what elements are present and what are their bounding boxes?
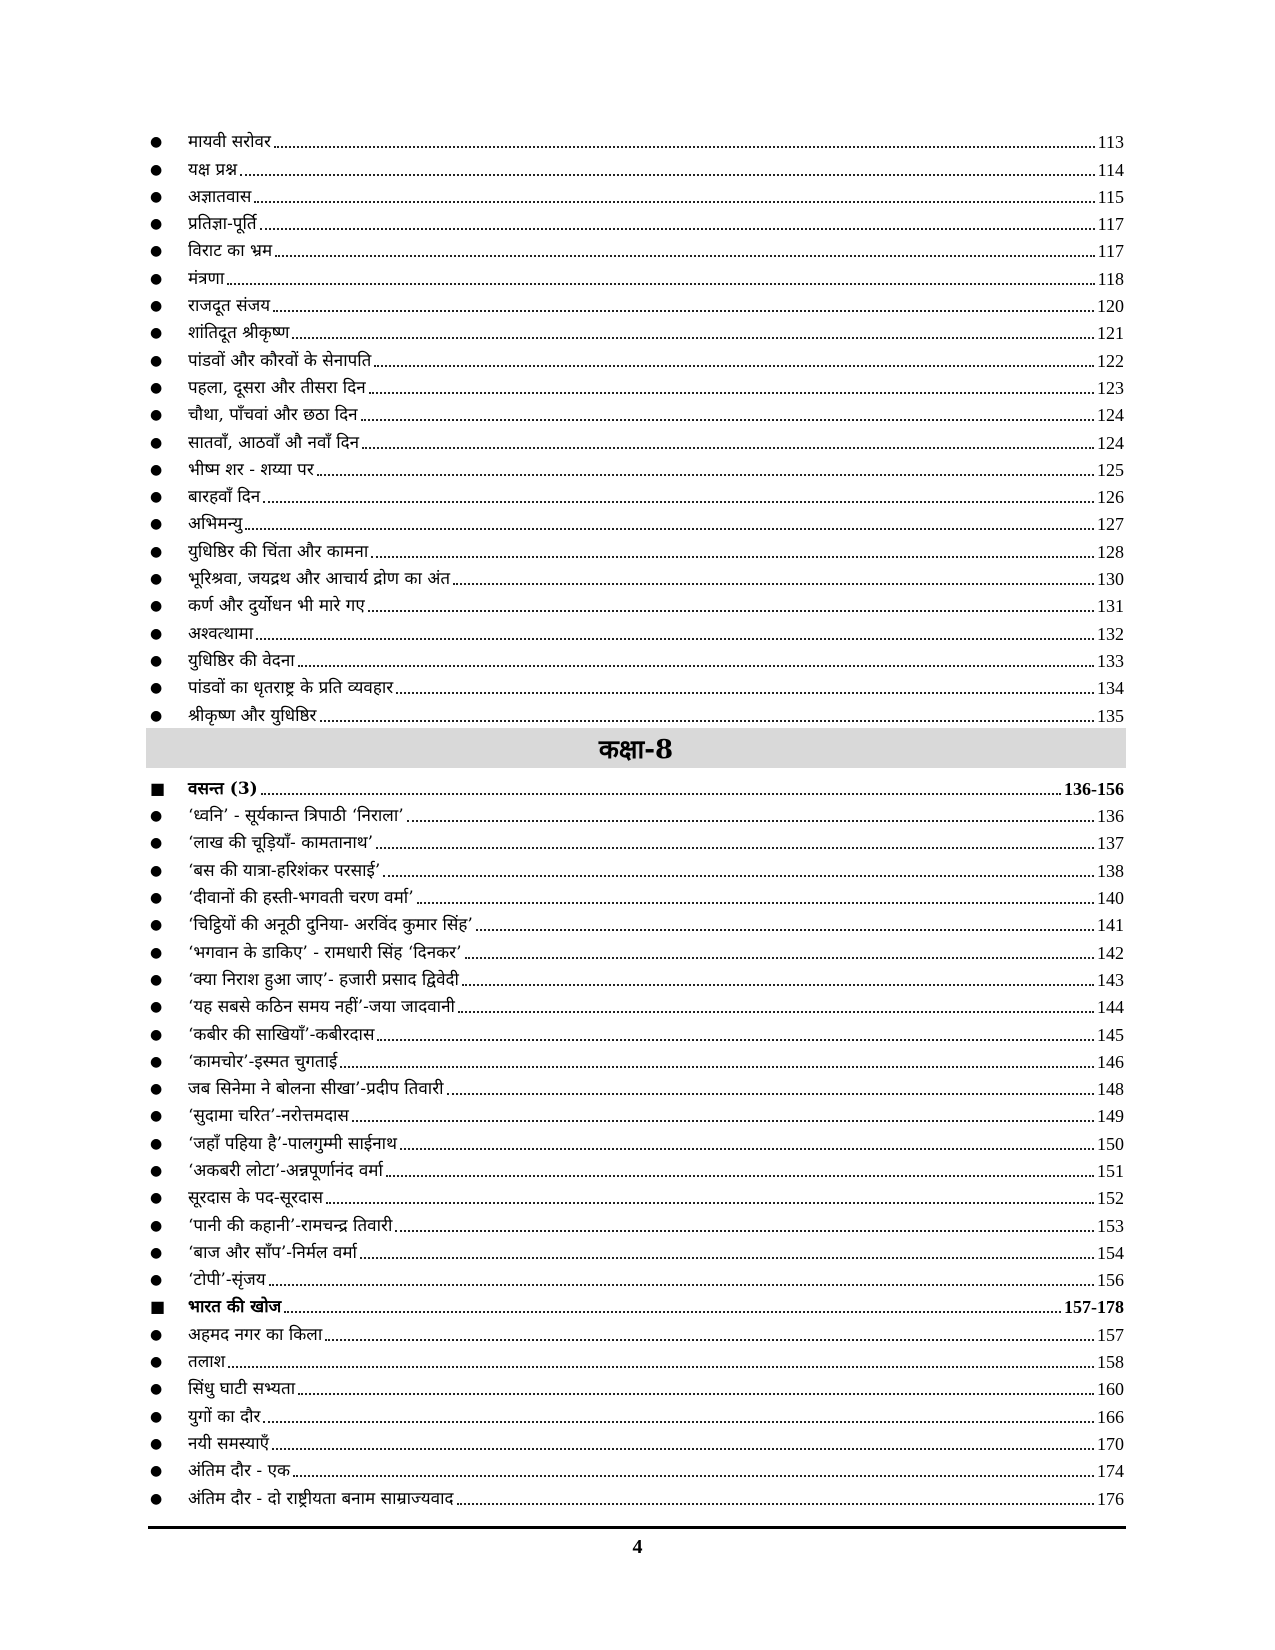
bullet-icon: ● [150,161,163,178]
square-bullet-icon: ■ [150,778,166,798]
bullet-icon: ● [150,999,163,1016]
entry-title: युधिष्ठिर की वेदना [188,650,295,671]
dot-leader [462,984,1094,986]
toc-entry [148,1126,1124,1153]
entry-page: 126 [1097,487,1124,508]
square-bullet-icon: ■ [150,1297,166,1317]
bullet-icon: ● [150,707,163,724]
entry-title: भूरिश्रवा, जयद्रथ और आचार्य द्रोण का अंत [188,569,451,590]
entry-title: ‘सुदामा चरित’-नरोत्तमदास [188,1106,349,1127]
dot-leader [256,638,1094,640]
bullet-icon: ● [150,808,163,825]
entry-page: 149 [1097,1106,1124,1127]
entry-title: ‘भगवान के डाकिए’ - रामधारी सिंह ‘दिनकर’ [188,942,462,963]
toc-list-section2 [148,1317,1124,1508]
toc-entry [148,289,1124,316]
entry-title: प्रतिज्ञा-पूर्ति [188,214,257,235]
entry-title: ‘क्या निराश हुआ जाए’- हजारी प्रसाद द्विवेदी [188,969,459,990]
bullet-icon: ● [150,862,163,879]
toc-entry [148,935,1124,962]
entry-page: 152 [1097,1188,1124,1209]
entry-page: 133 [1097,650,1124,671]
entry-page: 170 [1097,1433,1124,1454]
toc-entry [148,853,1124,880]
bullet-icon: ● [150,680,163,697]
bullet-icon: ● [150,835,163,852]
dot-leader [298,665,1094,667]
entry-title: ‘लाख की चूड़ियाँ- कामतानाथ’ [188,833,374,854]
entry-page: 131 [1097,596,1124,617]
toc-entry [148,534,1124,561]
entry-title: बारहवाँ दिन [188,487,261,508]
entry-title: जब सिनेमा ने बोलना सीखा’-प्रदीप तिवारी [188,1079,444,1100]
toc-entry [148,316,1124,343]
entry-title: सूरदास के पद-सूरदास [188,1188,324,1209]
section-title: वसन्त (3) [188,778,258,799]
bullet-icon: ● [150,1408,163,1425]
dot-leader [245,528,1094,530]
dot-leader [386,1175,1094,1177]
entry-title: ‘दीवानों की हस्ती-भगवती चरण वर्मा’ [188,888,414,909]
dot-leader [361,419,1094,421]
entry-title: अज्ञातवास [188,186,252,207]
dot-leader [275,255,1094,257]
bullet-icon: ● [150,134,163,151]
table-of-contents [148,125,1124,1509]
entry-title: सातवाँ, आठवाँ औ नवाँ दिन [188,432,360,453]
entry-page: 113 [1097,132,1124,153]
entry-page: 132 [1097,623,1124,644]
dot-leader [340,1066,1094,1068]
entry-page: 160 [1097,1379,1124,1400]
toc-entry [148,234,1124,261]
entry-page: 125 [1097,459,1124,480]
entry-page: 176 [1097,1488,1124,1509]
entry-page: 138 [1097,860,1124,881]
bullet-icon: ● [150,352,163,369]
dot-leader [400,1148,1094,1150]
bullet-icon: ● [150,971,163,988]
entry-page: 136 [1097,806,1124,827]
entry-page: 166 [1097,1406,1124,1427]
bullet-icon: ● [150,1108,163,1125]
entry-title: मंत्रणा [188,268,225,289]
dot-leader [227,283,1094,285]
entry-title: यक्ष प्रश्न [188,159,238,180]
dot-leader [263,1421,1094,1423]
entry-title: ‘पानी की कहानी’-रामचन्द्र तिवारी [188,1215,393,1236]
entry-page: 143 [1097,969,1124,990]
dot-leader [320,720,1095,722]
toc-entry [148,207,1124,234]
entry-page: 151 [1097,1160,1124,1181]
entry-title: अंतिम दौर - एक [188,1461,291,1482]
entry-title: ‘टोपी’-सृंजय [188,1270,266,1291]
toc-entry [148,1263,1124,1290]
entry-page: 117 [1097,241,1124,262]
toc-entry [148,480,1124,507]
toc-entry [148,1154,1124,1181]
toc-entry [148,1236,1124,1263]
dot-leader [273,310,1094,312]
toc-entry [148,1372,1124,1399]
bullet-icon: ● [150,571,163,588]
entry-page: 114 [1097,159,1124,180]
bullet-icon: ● [150,625,163,642]
entry-page: 124 [1097,432,1124,453]
bullet-icon: ● [150,917,163,934]
bullet-icon: ● [150,1244,163,1261]
entry-title: ‘कबीर की साखियाँ’-कबीरदास [188,1024,375,1045]
toc-entry [148,343,1124,370]
entry-page: 153 [1097,1215,1124,1236]
entry-title: ‘यह सबसे कठिन समय नहीं’-जया जादवानी [188,997,455,1018]
dot-leader [261,793,1061,795]
entry-page: 156 [1097,1270,1124,1291]
entry-title: ‘जहाँ पहिया है’-पालगुम्मी साईनाथ [188,1133,397,1154]
dot-leader [254,201,1094,203]
bullet-icon: ● [150,379,163,396]
toc-entry [148,644,1124,671]
entry-title: विराट का भ्रम [188,241,273,262]
bullet-icon: ● [150,543,163,560]
dot-leader [293,1475,1094,1477]
entry-title: अश्वत्थामा [188,623,254,644]
toc-entry [148,425,1124,452]
dot-leader [317,474,1094,476]
bullet-icon: ● [150,1381,163,1398]
dot-leader [383,875,1094,877]
entry-page: 134 [1097,678,1124,699]
dot-leader [374,365,1094,367]
toc-entry [148,453,1124,480]
toc-entry [148,562,1124,589]
bullet-icon: ● [150,188,163,205]
bullet-icon: ● [150,270,163,287]
entry-title: पांडवों और कौरवों के सेनापति [188,350,372,371]
bullet-icon: ● [150,1162,163,1179]
entry-title: पहला, दूसरा और तीसरा दिन [188,377,366,398]
entry-title: युधिष्ठिर की चिंता और कामना [188,541,369,562]
entry-title: अहमद नगर का किला [188,1324,323,1345]
entry-page: 120 [1097,296,1124,317]
bullet-icon: ● [150,652,163,669]
toc-entry [148,125,1124,152]
dot-leader [263,501,1094,503]
dot-leader [274,146,1095,148]
bullet-icon: ● [150,1354,163,1371]
dot-leader [417,902,1094,904]
dot-leader [292,337,1094,339]
entry-title: श्रीकृष्ण और युधिष्ठिर [188,705,317,726]
section-header [148,1290,1124,1317]
toc-list-section1 [148,799,1124,1290]
entry-page: 148 [1097,1079,1124,1100]
bullet-icon: ● [150,1272,163,1289]
toc-entry [148,1427,1124,1454]
toc-entry [148,1454,1124,1481]
toc-entry [148,671,1124,698]
dot-leader [228,1366,1094,1368]
toc-entry [148,963,1124,990]
entry-page: 141 [1097,915,1124,936]
entry-page: 157 [1097,1324,1124,1345]
entry-page: 154 [1097,1242,1124,1263]
entry-page: 122 [1097,350,1124,371]
bullet-icon: ● [150,598,163,615]
entry-title: तलाश [188,1352,226,1373]
dot-leader [457,1503,1094,1505]
toc-entry [148,616,1124,643]
dot-leader [298,1393,1094,1395]
dot-leader [362,447,1094,449]
toc-entry [148,799,1124,826]
bullet-icon: ● [150,1081,163,1098]
dot-leader [368,610,1094,612]
footer-rule [148,1526,1126,1529]
section-title: भारत की खोज [188,1297,282,1318]
class-heading: कक्षा-8 [598,734,674,765]
bullet-icon: ● [150,1026,163,1043]
entry-page: 127 [1097,514,1124,535]
entry-title: ‘अकबरी लोटा’-अन्नपूर्णानंद वर्मा [188,1160,383,1181]
dot-leader [396,692,1094,694]
bullet-icon: ● [150,461,163,478]
entry-page: 115 [1097,186,1124,207]
entry-title: ‘ध्वनि’ - सूर्यकान्त त्रिपाठी ‘निराला’ [188,806,404,827]
entry-page: 135 [1097,705,1124,726]
dot-leader [395,1230,1094,1232]
entry-title: चौथा, पाँचवां और छठा दिन [188,405,358,426]
dot-leader [269,1284,1094,1286]
entry-page: 128 [1097,541,1124,562]
dot-leader [465,957,1094,959]
entry-title: पांडवों का धृतराष्ट्र के प्रति व्यवहार [188,678,394,699]
section-page-range: 157-178 [1064,1297,1124,1318]
toc-entry [148,990,1124,1017]
entry-title: राजदूत संजय [188,296,271,317]
dot-leader [360,1257,1094,1259]
entry-page: 144 [1097,997,1124,1018]
toc-entry [148,398,1124,425]
dot-leader [407,820,1094,822]
entry-title: ‘कामचोर’-इस्मत चुगताई [188,1051,338,1072]
entry-page: 158 [1097,1352,1124,1373]
toc-entry [148,1317,1124,1344]
entry-page: 117 [1097,214,1124,235]
entry-page: 124 [1097,405,1124,426]
entry-page: 118 [1097,268,1124,289]
dot-leader [453,583,1094,585]
entry-page: 123 [1097,377,1124,398]
entry-title: अभिमन्यु [188,514,243,535]
dot-leader [458,1011,1094,1013]
bullet-icon: ● [150,1135,163,1152]
bullet-icon: ● [150,890,163,907]
dot-leader [377,1039,1094,1041]
bullet-icon: ● [150,1435,163,1452]
dot-leader [260,228,1095,230]
entry-page: 150 [1097,1133,1124,1154]
toc-entry [148,1399,1124,1426]
bullet-icon: ● [150,516,163,533]
bullet-icon: ● [150,1053,163,1070]
dot-leader [325,1339,1094,1341]
entry-title: युगों का दौर [188,1406,261,1427]
entry-title: अंतिम दौर - दो राष्ट्रीयता बनाम साम्राज्यवाद [188,1488,454,1509]
entry-title: कर्ण और दुर्योधन भी मारे गए [188,596,365,617]
dot-leader [369,392,1094,394]
bullet-icon: ● [150,944,163,961]
dot-leader [240,174,1095,176]
toc-entry [148,1072,1124,1099]
dot-leader [371,556,1094,558]
entry-page: 137 [1097,833,1124,854]
toc-entry [148,881,1124,908]
class-heading-band [146,728,1126,768]
toc-entry [148,908,1124,935]
dot-leader [272,1448,1094,1450]
toc-entry [148,1345,1124,1372]
dot-leader [352,1120,1094,1122]
toc-entry [148,1017,1124,1044]
toc-entry [148,371,1124,398]
page-number: 4 [632,1536,643,1558]
entry-title: भीष्म शर - शय्या पर [188,459,314,480]
toc-list-top [148,125,1124,726]
bullet-icon: ● [150,489,163,506]
bullet-icon: ● [150,325,163,342]
entry-page: 130 [1097,569,1124,590]
toc-entry [148,1099,1124,1126]
dot-leader [376,847,1094,849]
entry-title: ‘चिट्ठियों की अनूठी दुनिया- अरविंद कुमार सिंह’ [188,915,473,936]
dot-leader [284,1311,1061,1313]
entry-page: 145 [1097,1024,1124,1045]
entry-page: 121 [1097,323,1124,344]
toc-entry [148,826,1124,853]
dot-leader [447,1093,1094,1095]
entry-page: 174 [1097,1461,1124,1482]
bullet-icon: ● [150,298,163,315]
toc-entry [148,261,1124,288]
toc-entry [148,152,1124,179]
toc-entry [148,180,1124,207]
entry-title: सिंधु घाटी सभ्यता [188,1379,296,1400]
section-header [148,772,1124,799]
bullet-icon: ● [150,243,163,260]
entry-page: 140 [1097,888,1124,909]
entry-page: 142 [1097,942,1124,963]
toc-entry [148,1208,1124,1235]
toc-entry [148,1181,1124,1208]
toc-entry [148,1481,1124,1508]
toc-entry [148,698,1124,725]
section-page-range: 136-156 [1064,778,1124,799]
entry-title: ‘बस की यात्रा-हरिशंकर परसाई’ [188,860,381,881]
entry-title: शांतिदूत श्रीकृष्ण [188,323,290,344]
bullet-icon: ● [150,216,163,233]
entry-title: मायवी सरोवर [188,132,271,153]
entry-title: नयी समस्याएँ [188,1433,270,1454]
entry-page: 146 [1097,1051,1124,1072]
bullet-icon: ● [150,1190,163,1207]
dot-leader [326,1202,1094,1204]
toc-entry [148,1045,1124,1072]
bullet-icon: ● [150,1326,163,1343]
bullet-icon: ● [150,1217,163,1234]
entry-title: ‘बाज और साँप’-निर्मल वर्मा [188,1242,357,1263]
toc-entry [148,507,1124,534]
dot-leader [476,929,1094,931]
bullet-icon: ● [150,434,163,451]
bullet-icon: ● [150,407,163,424]
bullet-icon: ● [150,1463,163,1480]
bullet-icon: ● [150,1490,163,1507]
toc-entry [148,589,1124,616]
